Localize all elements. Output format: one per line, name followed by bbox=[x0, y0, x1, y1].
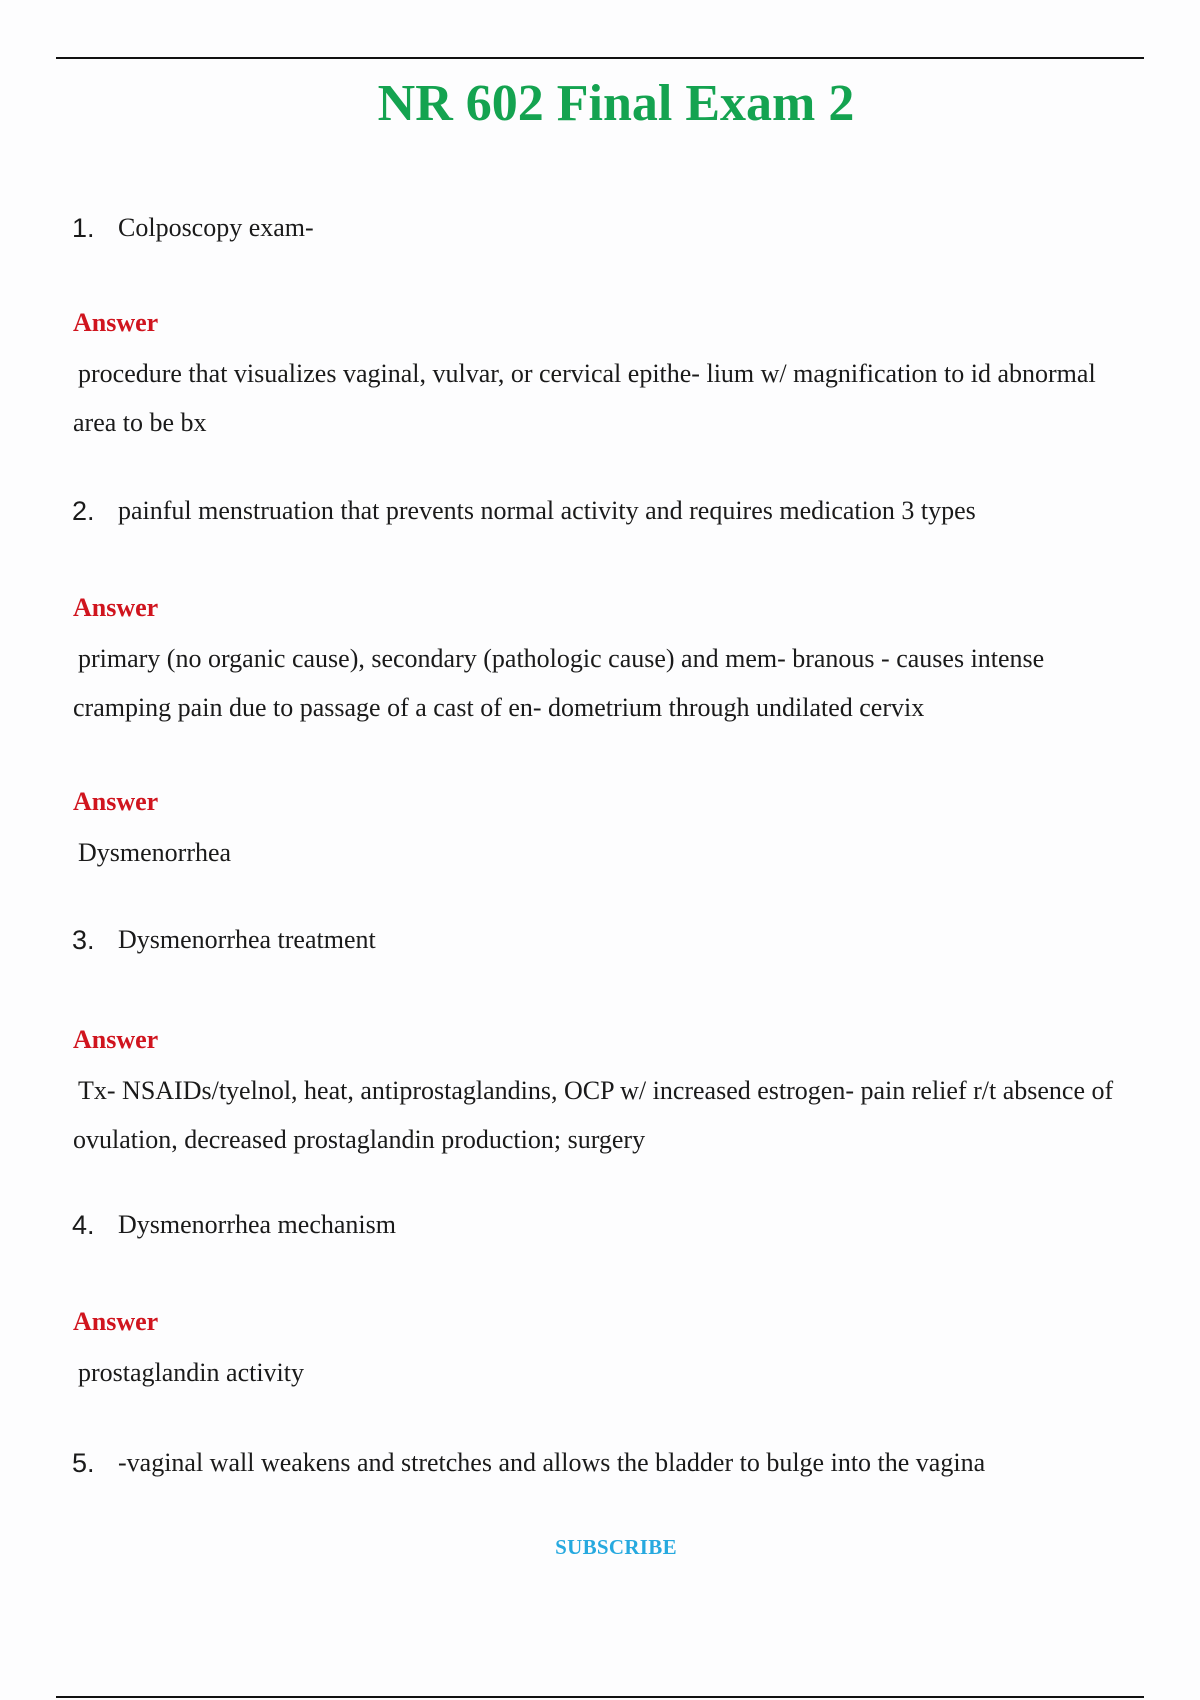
question-number: 3. bbox=[72, 925, 95, 955]
top-divider bbox=[56, 57, 1144, 59]
question-number: 2. bbox=[72, 496, 95, 526]
answer-label: Answer bbox=[73, 787, 159, 816]
bottom-divider bbox=[56, 1696, 1144, 1698]
question-text: -vaginal wall weakens and stretches and allows the bladder to bulge into the vagina bbox=[118, 1448, 986, 1477]
answer-text: Tx- NSAIDs/tyelnol, heat, antiprostaglandins, OCP w/ increased estrogen- pain relief r/t absence of ovulation, decreased prostaglandin production; surgery bbox=[73, 1076, 1114, 1154]
question-text: Dysmenorrhea mechanism bbox=[118, 1210, 396, 1239]
question-number: 4. bbox=[72, 1210, 95, 1240]
answer-label: Answer bbox=[73, 308, 159, 337]
answer-text: Dysmenorrhea bbox=[78, 838, 232, 867]
answer-text: procedure that visualizes vaginal, vulvar, or cervical epithe- lium w/ magnification to id abnormal area to be bx bbox=[73, 359, 1096, 437]
answer-label: Answer bbox=[73, 1307, 159, 1336]
answer-label: Answer bbox=[73, 593, 159, 622]
question-text: painful menstruation that prevents normal activity and requires medication 3 types bbox=[118, 496, 976, 525]
question-number: 1. bbox=[72, 213, 95, 243]
question-number: 5. bbox=[72, 1448, 95, 1478]
question-text: Colposcopy exam- bbox=[118, 213, 314, 242]
answer-text: primary (no organic cause), secondary (pathologic cause) and mem- branous - causes intense cramping pain due to passage of a cast of en- dometrium through undilated cervix bbox=[73, 644, 1045, 722]
page-title: NR 602 Final Exam 2 bbox=[377, 75, 855, 132]
subscribe-link[interactable]: SUBSCRIBE bbox=[555, 1535, 677, 1559]
answer-text: prostaglandin activity bbox=[78, 1358, 305, 1387]
question-text: Dysmenorrhea treatment bbox=[118, 925, 376, 954]
answer-label: Answer bbox=[73, 1025, 159, 1054]
